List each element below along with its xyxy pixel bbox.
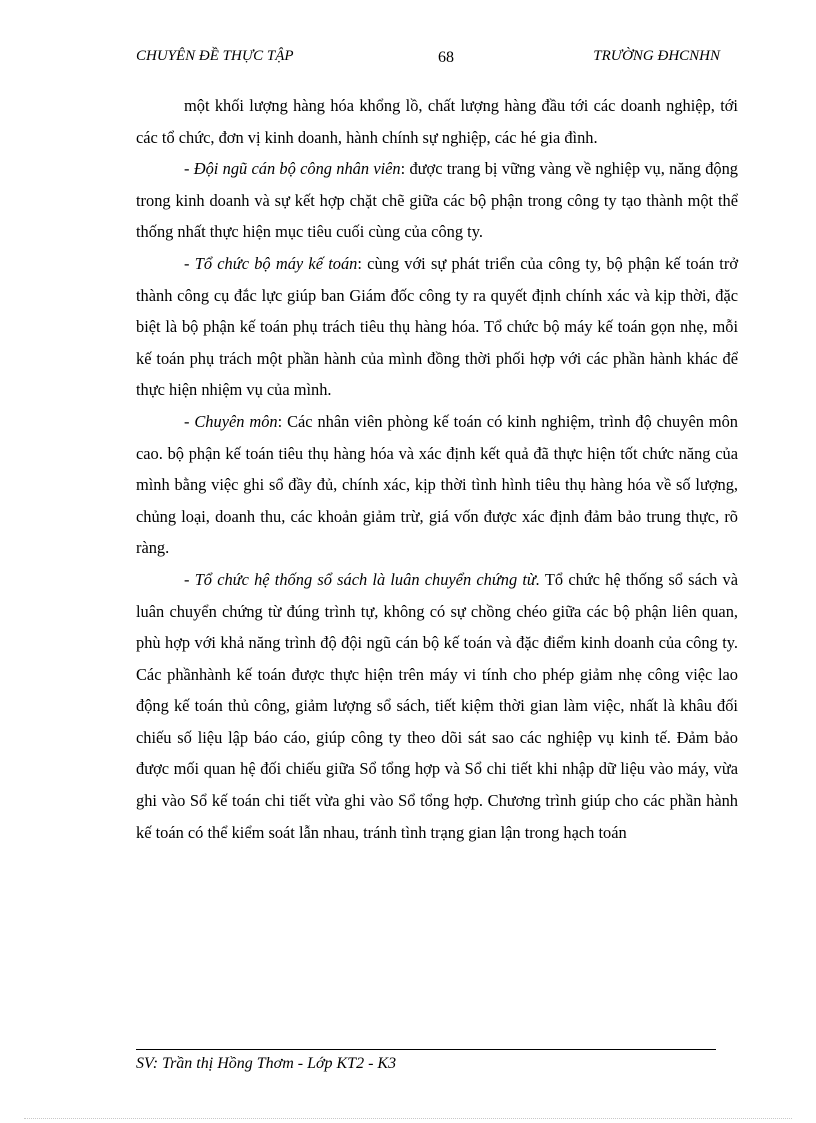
paragraph-bookkeeping-system: [136, 564, 738, 848]
paragraph-term: Đội ngũ cán bộ công nhân viên: [193, 159, 401, 179]
bullet-dash: -: [184, 253, 195, 273]
paragraph-term: Chuyên môn: [194, 411, 278, 431]
paragraph-text: : Các nhân viên phòng kế toán có kinh nghiệm, trình độ chuyên môn cao. bộ phận kế toán tiêu thụ hàng hóa và xác định kết quả đã thực hiện tốt chức năng của mình bằng việc ghi sổ đầy đủ, chính xác, kịp thời tình hình tiêu thụ hàng hóa về số lượng, chủng loại, doanh thu, các khoản giảm trừ, giá vốn được xác định đảm bảo trung thực, rõ ràng.: [136, 411, 738, 558]
footer-divider: [136, 1049, 716, 1050]
header-school-name: TRƯỜNG ĐHCNHN: [593, 48, 720, 64]
paragraph-term: Tổ chức bộ máy kế toán: [194, 253, 358, 273]
bullet-dash: -: [184, 411, 195, 431]
body-text: [136, 90, 738, 848]
paragraph-text: Tổ chức hệ thống sổ sách và luân chuyển chứng từ đúng trình tự, không có sự chồng chéo giữa các bộ phận liên quan, phù hợp với khả năng trình độ đội ngũ cán bộ kế toán và đặc điểm kinh doanh của công ty. Các phầnhành kế toán được thực hiện trên máy vi tính cho phép giảm nhẹ công việc lao động kế toán thủ công, giảm lượng sổ sách, tiết kiệm thời gian làm việc, nhất là khâu đối chiếu số liệu lập báo cáo, giúp công ty theo dõi sát sao các nghiệp vụ kinh tế. Đảm bảo được mối quan hệ đối chiếu giữa Sổ tổng hợp và Sổ chi tiết khi nhập dữ liệu vào máy, vừa ghi vào Sổ kế toán chi tiết vừa ghi vào Sổ tổng hợp. Chương trình giúp cho các phần hành kế toán có thể kiểm soát lẫn nhau, tránh tình trạng gian lận trong hạch toán: [136, 569, 738, 842]
paragraph-text: : cùng với sự phát triển của công ty, bộ phận kế toán trở thành công cụ đắc lực giúp ban Giám đốc công ty ra quyết định chính xác và kịp thời, đặc biệt là bộ phận kế toán phụ trách tiêu thụ hàng hóa. Tổ chức bộ máy kế toán gọn nhẹ, mỗi kế toán phụ trách một phần hành của mình đồng thời phối hợp với các phần hành khác để thực hiện nhiệm vụ của mình.: [136, 253, 738, 400]
paragraph-accounting-organization: [136, 248, 738, 406]
page-bottom-edge: [24, 1118, 792, 1119]
paragraph-staff: [136, 153, 738, 248]
paragraph-expertise: [136, 406, 738, 564]
header-course-title: CHUYÊN ĐỀ THỰC TẬP: [136, 48, 294, 64]
page-footer: SV: Trần thị Hồng Thơm - Lớp KT2 - K3: [136, 1055, 397, 1072]
bullet-dash: -: [184, 159, 194, 179]
page-number: 68: [438, 49, 454, 66]
paragraph-term: Tổ chức hệ thống sổ sách là luân chuyển chứng từ.: [194, 569, 540, 589]
paragraph-text: : được trang bị vững vàng về nghiệp vụ, năng động trong kinh doanh và sự kết hợp chặt chẽ giữa các bộ phận trong công ty tạo thành một thể thống nhất thực hiện mục tiêu cuối cùng của công ty.: [136, 159, 738, 242]
bullet-dash: -: [184, 569, 195, 589]
paragraph-continuation: [136, 90, 738, 153]
paragraph-text: một khối lượng hàng hóa khổng lồ, chất lượng hàng đầu tới các doanh nghiệp, tới các tổ chức, đơn vị kinh doanh, hành chính sự nghiệp, các hé gia đình.: [136, 96, 738, 147]
page-header: [136, 48, 720, 70]
